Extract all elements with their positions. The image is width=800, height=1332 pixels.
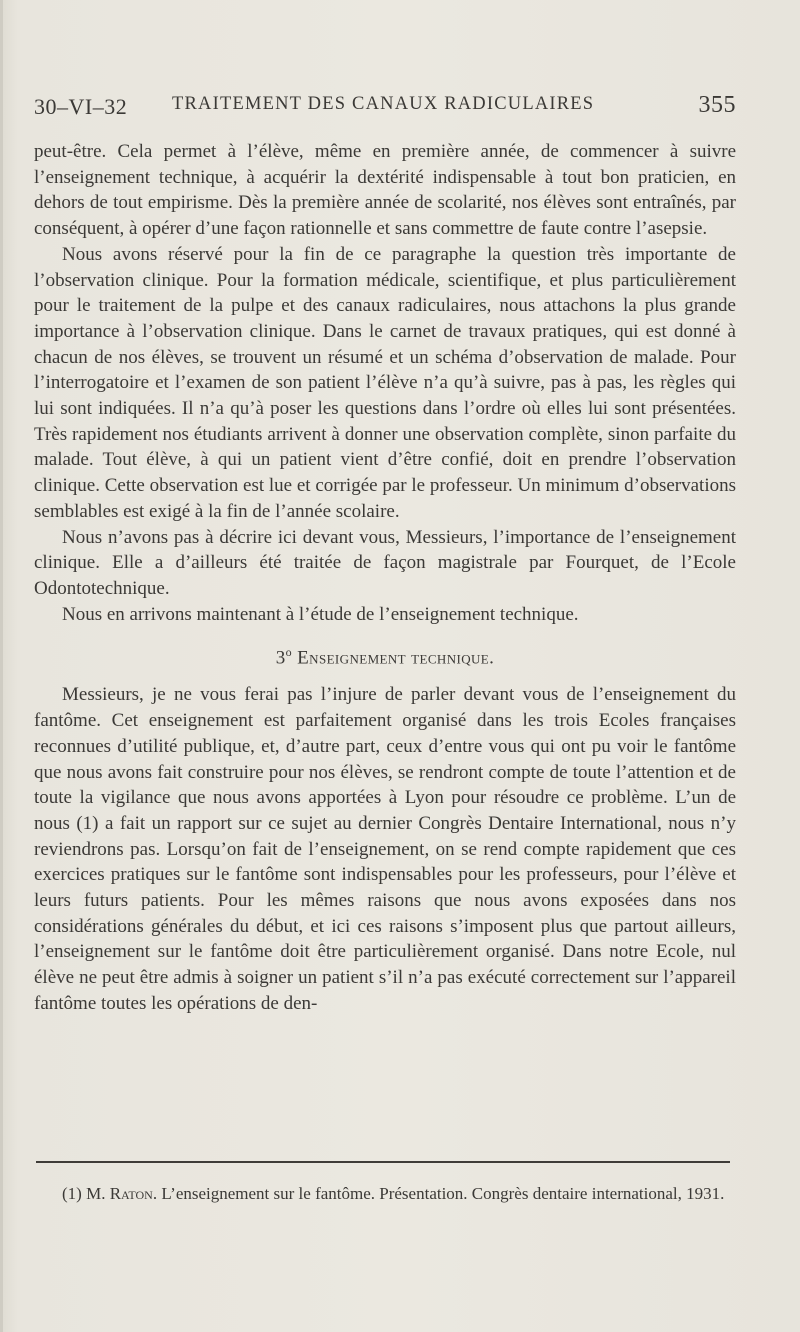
running-header	[34, 88, 736, 128]
footnote-text: . L’enseignement sur le fantôme. Présentation. Congrès dentaire international, 1931.	[152, 1184, 725, 1203]
paragraph-transition: Nous en arrivons maintenant à l’étude de l’enseignement technique.	[62, 603, 579, 625]
footnote-author-prefix: M.	[86, 1184, 106, 1203]
section-heading	[34, 640, 736, 671]
main-text	[34, 139, 736, 1017]
header-title: TRAITEMENT DES CANAUX RADICULAIRES	[172, 94, 595, 114]
paragraph-clinical-observation: Nous avons réservé pour la fin de ce paragraphe la question très importante de l’observation clinique. Pour la formation médicale, scientifique, et plus particulièrement pour le traitement de la pulpe et des canaux radiculaires, nous attachons la plus grande importance à l’observation clinique. Dans le carnet de travaux pratiques, qui est donné à chacun de nos élèves, se trouvent un résumé et un schéma d’observation de malade. Pour l’interrogatoire et l’examen de son patient l’élève n’a qu’à suivre, pas à pas, les règles qui lui sont indiquées. Il n’a qu’à poser les questions dans l’ordre où elles lui sont présentées. Très rapidement nos étudiants arrivent à donner une observation complète, sinon parfaite du malade. Tout élève, à qui un patient vient d’être confié, doit en prendre l’observation clinique. Cette observation est lue et corrigée par le professeur. Un minimum d’observations semblables est exigé à la fin de l’année scolaire.	[34, 243, 736, 522]
section-title: Enseignement technique.	[297, 647, 495, 669]
paragraph-clinical-teaching: Nous n’avons pas à décrire ici devant vous, Messieurs, l’importance de l’enseignement clinique. Elle a d’ailleurs été traitée de façon magistrale par Fourquet, de l’Ecole Odontotechnique.	[34, 526, 736, 599]
page-binding-edge	[0, 0, 3, 1332]
header-date: 30–VI–32	[34, 94, 128, 119]
footnote	[34, 1182, 734, 1205]
footnote-author: Raton	[109, 1184, 153, 1203]
page-number: 355	[698, 92, 736, 118]
footnote-rule	[36, 1161, 730, 1163]
paragraph-continuation: peut-être. Cela permet à l’élève, même en première année, de commencer à suivre l’enseignement technique, à acquérir la dextérité indispensable à tout bon praticien, en dehors de tout empirisme. Dès la première année de scolarité, nos élèves sont entraînés, par conséquent, à opérer d’une façon rationnelle et sans commettre de faute contre l’asepsie.	[34, 141, 736, 240]
paragraph-technical-teaching: Messieurs, je ne vous ferai pas l’injure de parler devant vous de l’enseignement du fantôme. Cet enseignement est parfaitement organisé dans les trois Ecoles françaises reconnues d’utilité publique, et, d’autre part, ceux d’entre vous qui ont pu voir le fantôme que nous avons fait construire pour nos élèves, se rendront compte de toute l’attention et de toute la vigilance que nous avons apportées à Lyon pour résoudre ce problème. L’un de nous (1) a fait un rapport sur ce sujet au dernier Congrès Dentaire International, nous n’y reviendrons pas. Lorsqu’on fait de l’enseignement, on se rend compte rapidement que ces exercices pratiques sur le fantôme sont indispensables pour les professeurs, pour l’élève et leurs futurs patients. Pour les mêmes raisons que nous avons exposées dans nos considérations générales du début, et ici ces raisons s’imposent plus que partout ailleurs, l’enseignement sur le fantôme doit être particulièrement organisé. Dans notre Ecole, nul élève ne peut être admis à soigner un patient s’il n’a pas exécuté correctement sur l’appareil fantôme toutes les opérations de den-	[34, 684, 736, 1014]
section-number: 3	[275, 647, 286, 669]
section-degree-mark: o	[285, 645, 293, 660]
footnote-marker: (1)	[62, 1184, 82, 1203]
